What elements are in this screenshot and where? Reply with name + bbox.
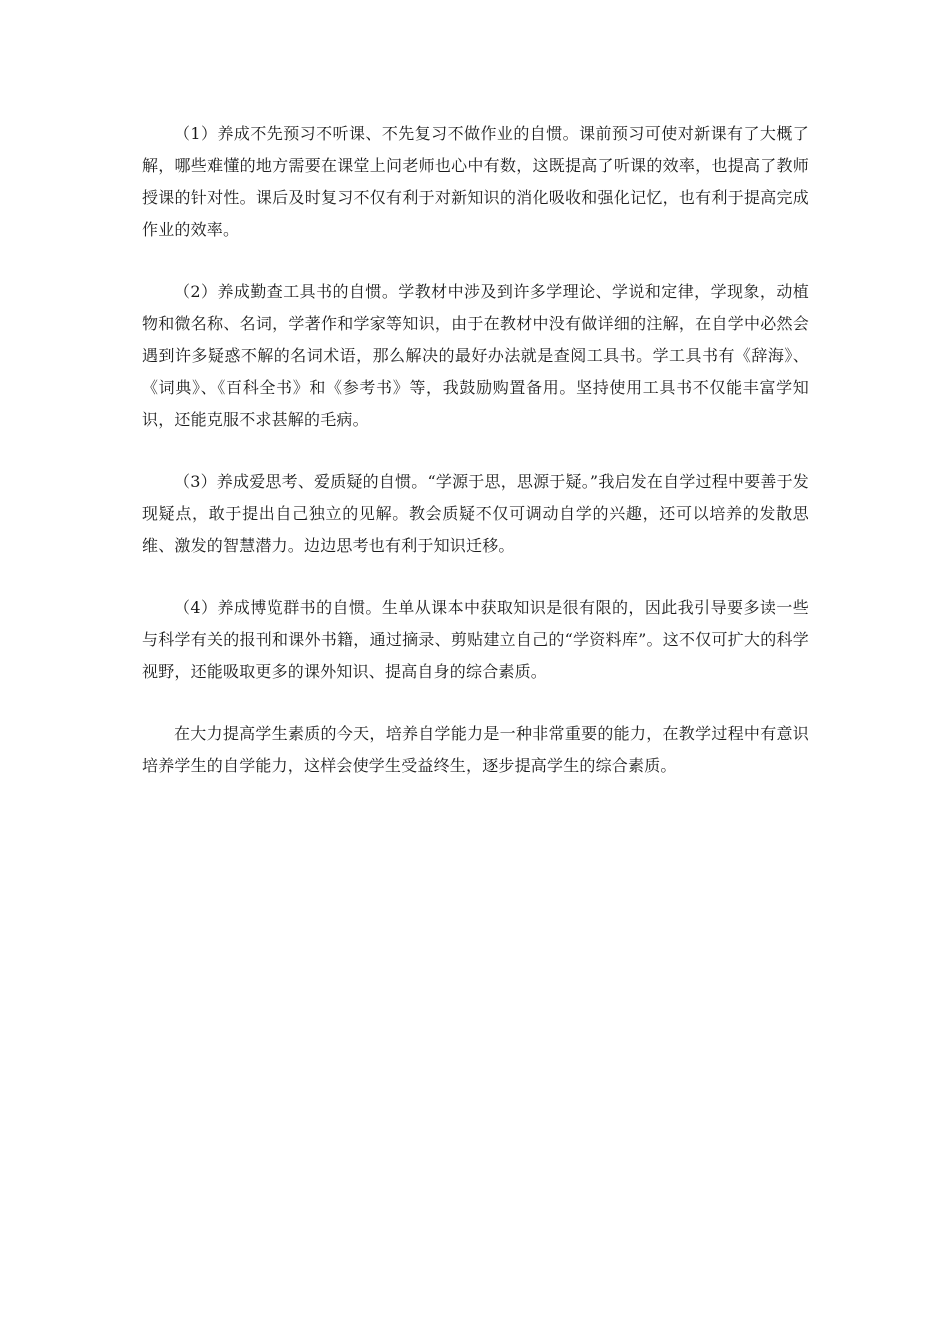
paragraph-habit-wide-reading: （4）养成博览群书的自惯。生单从课本中获取知识是很有限的，因此我引导要多读一些与科学有关的报刊和课外书籍，通过摘录、剪贴建立自己的“学资料库”。这不仅可扩大的科学视野，还能吸取更多的课外知识、提高自身的综合素质。 <box>142 598 809 681</box>
paragraph-habit-questioning: （3）养成爱思考、爱质疑的自惯。“学源于思，思源于疑。”我启发在自学过程中要善于发现疑点，敢于提出自己独立的见解。教会质疑不仅可调动自学的兴趣，还可以培养的发散思维、激发的智慧潜力。边边思考也有利于知识迁移。 <box>142 472 809 555</box>
paragraph-habit-reference-books: （2）养成勤查工具书的自惯。学教材中涉及到许多学理论、学说和定律，学现象，动植物和微名称、名词，学著作和学家等知识，由于在教材中没有做详细的注解，在自学中必然会遇到许多疑惑不解的名词术语，那么解决的最好办法就是查阅工具书。学工具书有《辞海》、《词典》、《百科全书》和《参考书》等，我鼓励购置备用。坚持使用工具书不仅能丰富学知识，还能克服不求甚解的毛病。 <box>142 282 809 429</box>
paragraph-habit-preview-review: （1）养成不先预习不听课、不先复习不做作业的自惯。课前预习可使对新课有了大概了解，哪些难懂的地方需要在课堂上问老师也心中有数，这既提高了听课的效率，也提高了教师授课的针对性。课后及时复习不仅有利于对新知识的消化吸收和强化记忆，也有利于提高完成作业的效率。 <box>142 124 809 239</box>
paragraph-conclusion: 在大力提高学生素质的今天，培养自学能力是一种非常重要的能力，在教学过程中有意识培养学生的自学能力，这样会使学生受益终生，逐步提高学生的综合素质。 <box>142 724 809 775</box>
document-body <box>142 118 809 782</box>
